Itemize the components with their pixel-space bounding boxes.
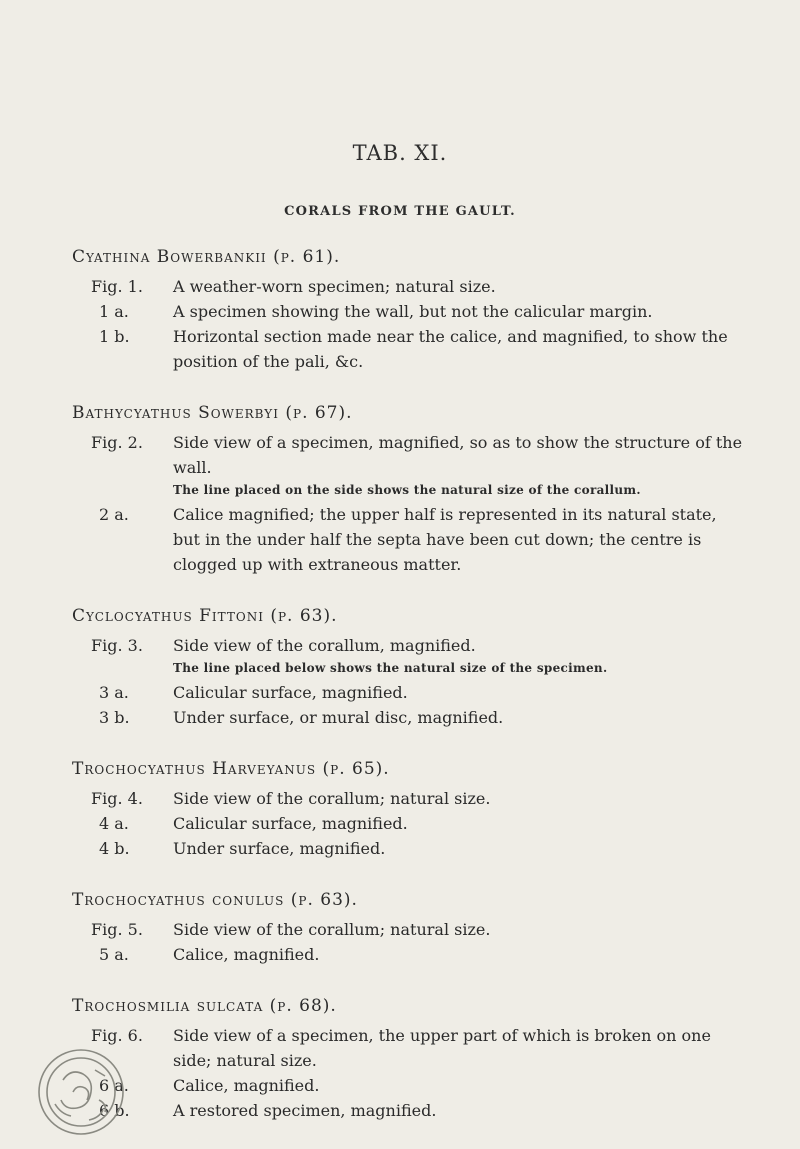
figure-label: 3 a.: [99, 683, 129, 702]
species-list: [0, 244, 800, 1149]
library-stamp-icon: [33, 1040, 129, 1140]
species-title: Cyathina Bowerbankii (p. 61).: [72, 247, 341, 267]
figure-description: Side view of the corallum; natural size.: [173, 789, 491, 808]
figure-note: The line placed on the side shows the natural size of the corallum.: [173, 483, 641, 497]
figure-label: 4 b.: [99, 839, 130, 858]
figure-entry: [0, 917, 800, 942]
species-title: Trochocyathus Harveyanus (p. 65).: [72, 759, 390, 779]
figure-label: Fig. 4.: [91, 789, 143, 808]
figure-entry: [0, 786, 800, 811]
figure-label: 1 b.: [99, 327, 130, 346]
figure-label: 4 a.: [99, 814, 129, 833]
figure-entry: [0, 811, 800, 836]
figure-description: Under surface, magnified.: [173, 839, 386, 858]
species-section: [0, 400, 800, 577]
plate-subtitle: CORALS FROM THE GAULT.: [284, 204, 516, 219]
figure-entry: [0, 836, 800, 861]
species-section: [0, 756, 800, 861]
figure-entry: [0, 274, 800, 299]
species-section: [0, 603, 800, 730]
species-title: Trochocyathus conulus (p. 63).: [72, 890, 358, 910]
figure-label: Fig. 1.: [91, 277, 143, 296]
figure-label: Fig. 6.: [91, 1026, 143, 1045]
figure-note: The line placed below shows the natural size of the specimen.: [173, 661, 608, 675]
figure-description: A weather-worn specimen; natural size.: [173, 277, 496, 296]
species-title: Bathycyathus Sowerbyi (p. 67).: [72, 403, 353, 423]
species-title: Cyclocyathus Fittoni (p. 63).: [72, 606, 338, 626]
figure-label: Fig. 5.: [91, 920, 143, 939]
figure-entry: [0, 680, 800, 705]
figure-entry: [0, 430, 800, 480]
figure-entry: [0, 299, 800, 324]
figure-description: Calice magnified; the upper half is represented in its natural state, but in the under half the septa have been cut down; the centre is clogged up with extraneous matter.: [173, 505, 717, 574]
figure-label: 5 a.: [99, 945, 129, 964]
species-section: [0, 244, 800, 374]
figure-label: 1 a.: [99, 302, 129, 321]
figure-description: Horizontal section made near the calice, and magnified, to show the position of the pali, &c.: [173, 327, 728, 371]
figure-description: Side view of the corallum, magnified.: [173, 636, 476, 655]
figure-entry: [0, 942, 800, 967]
figure-label: 3 b.: [99, 708, 130, 727]
figure-label: 6 b.: [99, 1101, 130, 1120]
figure-label: Fig. 3.: [91, 636, 143, 655]
figure-description: Under surface, or mural disc, magnified.: [173, 708, 504, 727]
figure-label: 2 a.: [99, 505, 129, 524]
figure-description: A restored specimen, magnified.: [173, 1101, 437, 1120]
figure-entry: [0, 633, 800, 658]
figure-description: Side view of a specimen, the upper part of which is broken on one side; natural size.: [173, 1026, 711, 1070]
figure-entry: [0, 502, 800, 577]
figure-description: Calice, magnified.: [173, 1076, 320, 1095]
figure-description: Calicular surface, magnified.: [173, 683, 408, 702]
figure-description: Calice, magnified.: [173, 945, 320, 964]
figure-description: Side view of the corallum; natural size.: [173, 920, 491, 939]
figure-entry: [0, 705, 800, 730]
figure-label: Fig. 2.: [91, 433, 143, 452]
figure-description: A specimen showing the wall, but not the calicular margin.: [173, 302, 653, 321]
figure-entry: [0, 324, 800, 374]
species-title: Trochosmilia sulcata (p. 68).: [72, 996, 337, 1016]
figure-description: Calicular surface, magnified.: [173, 814, 408, 833]
figure-label: 6 a.: [99, 1076, 129, 1095]
plate-title: TAB. XI.: [352, 141, 448, 165]
figure-description: Side view of a specimen, magnified, so as to show the structure of the wall.: [173, 433, 743, 477]
species-section: [0, 887, 800, 967]
